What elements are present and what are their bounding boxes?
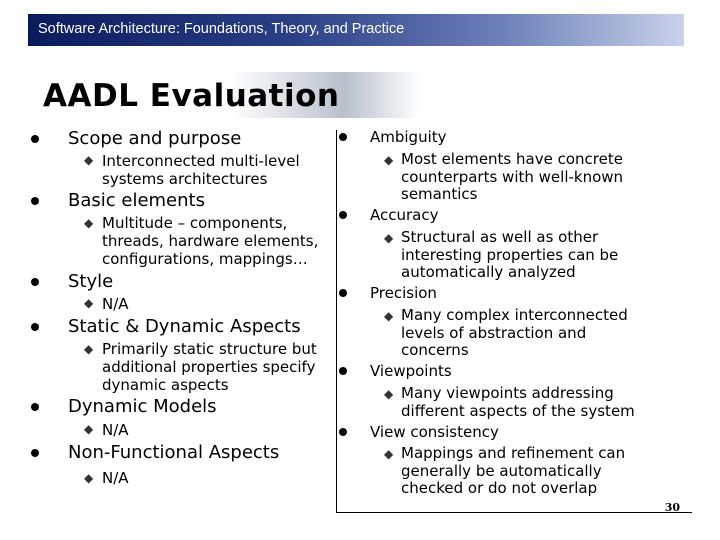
left-sub-line: systems architectures — [102, 170, 268, 188]
bullet-icon — [339, 367, 347, 375]
diamond-bullet-icon: ◆ — [384, 447, 394, 461]
bullet-icon — [339, 211, 347, 219]
right-sub-line: Mappings and refinement can — [401, 444, 626, 462]
left-item-label: Basic elements — [68, 190, 205, 211]
diamond-bullet-icon: ◆ — [384, 153, 394, 167]
right-item-label: View consistency — [370, 423, 499, 441]
right-item-label: Ambiguity — [370, 128, 447, 146]
header-title: Software Architecture: Foundations, Theory, and Practice — [38, 21, 405, 37]
left-item-label: Non-Functional Aspects — [68, 442, 280, 463]
right-sub-line: generally be automatically — [401, 461, 602, 480]
column-divider — [336, 130, 337, 512]
right-sub-line: Most elements have concrete — [401, 150, 623, 168]
right-sub-line: Many complex interconnected — [401, 306, 628, 324]
right-sub-line: levels of abstraction and — [401, 323, 587, 342]
right-sub-line: counterparts with well-known — [401, 167, 624, 186]
bullet-icon — [31, 278, 39, 286]
diamond-bullet-icon: ◆ — [84, 471, 94, 485]
right-sub-line: Many viewpoints addressing — [401, 384, 614, 402]
right-sub-line: semantics — [401, 185, 478, 203]
bullet-icon — [339, 133, 347, 141]
left-sub-line: configurations, mappings… — [102, 250, 308, 268]
bullet-icon — [31, 449, 39, 457]
right-sub-line: concerns — [401, 341, 469, 359]
left-sub-line: threads, hardware elements, — [102, 232, 319, 250]
bottom-rule — [336, 512, 692, 513]
left-sub-line: Multitude – components, — [102, 214, 288, 232]
diamond-bullet-icon: ◆ — [384, 309, 394, 323]
bullet-icon — [31, 135, 39, 143]
diamond-bullet-icon: ◆ — [84, 422, 94, 436]
left-sub-line: Primarily static structure but — [102, 340, 317, 358]
right-item-label: Viewpoints — [370, 362, 452, 380]
header-bar — [28, 14, 684, 46]
left-sub-line: N/A — [102, 421, 129, 439]
diamond-bullet-icon: ◆ — [384, 387, 394, 401]
bullet-icon — [339, 289, 347, 297]
right-sub-line: Structural as well as other — [401, 228, 599, 246]
right-sub-line: different aspects of the system — [401, 401, 635, 420]
diamond-bullet-icon: ◆ — [84, 342, 94, 356]
right-sub-line: interesting properties can be — [401, 245, 619, 264]
bullet-icon — [31, 323, 39, 331]
slide-title: AADL Evaluation — [43, 78, 340, 114]
left-item-label: Static & Dynamic Aspects — [68, 316, 301, 337]
bullet-icon — [31, 197, 39, 205]
bullet-icon — [31, 403, 39, 411]
right-sub-line: automatically analyzed — [401, 263, 576, 281]
diamond-bullet-icon: ◆ — [84, 153, 94, 167]
diamond-bullet-icon: ◆ — [84, 216, 94, 230]
left-sub-line: N/A — [102, 469, 129, 487]
left-item-label: Scope and purpose — [68, 128, 242, 149]
page-number: 30 — [664, 501, 680, 514]
bullet-icon — [339, 428, 347, 436]
right-sub-line: checked or do not overlap — [401, 479, 598, 497]
left-sub-line: dynamic aspects — [102, 376, 229, 394]
diamond-bullet-icon: ◆ — [384, 231, 394, 245]
right-item-label: Accuracy — [370, 206, 439, 224]
left-item-label: Style — [68, 271, 114, 292]
diamond-bullet-icon: ◆ — [84, 296, 94, 310]
left-sub-line: N/A — [102, 295, 129, 313]
left-sub-line: Interconnected multi-level — [102, 152, 300, 170]
right-item-label: Precision — [370, 284, 437, 302]
left-sub-line: additional properties specify — [102, 358, 316, 376]
left-item-label: Dynamic Models — [68, 396, 217, 417]
